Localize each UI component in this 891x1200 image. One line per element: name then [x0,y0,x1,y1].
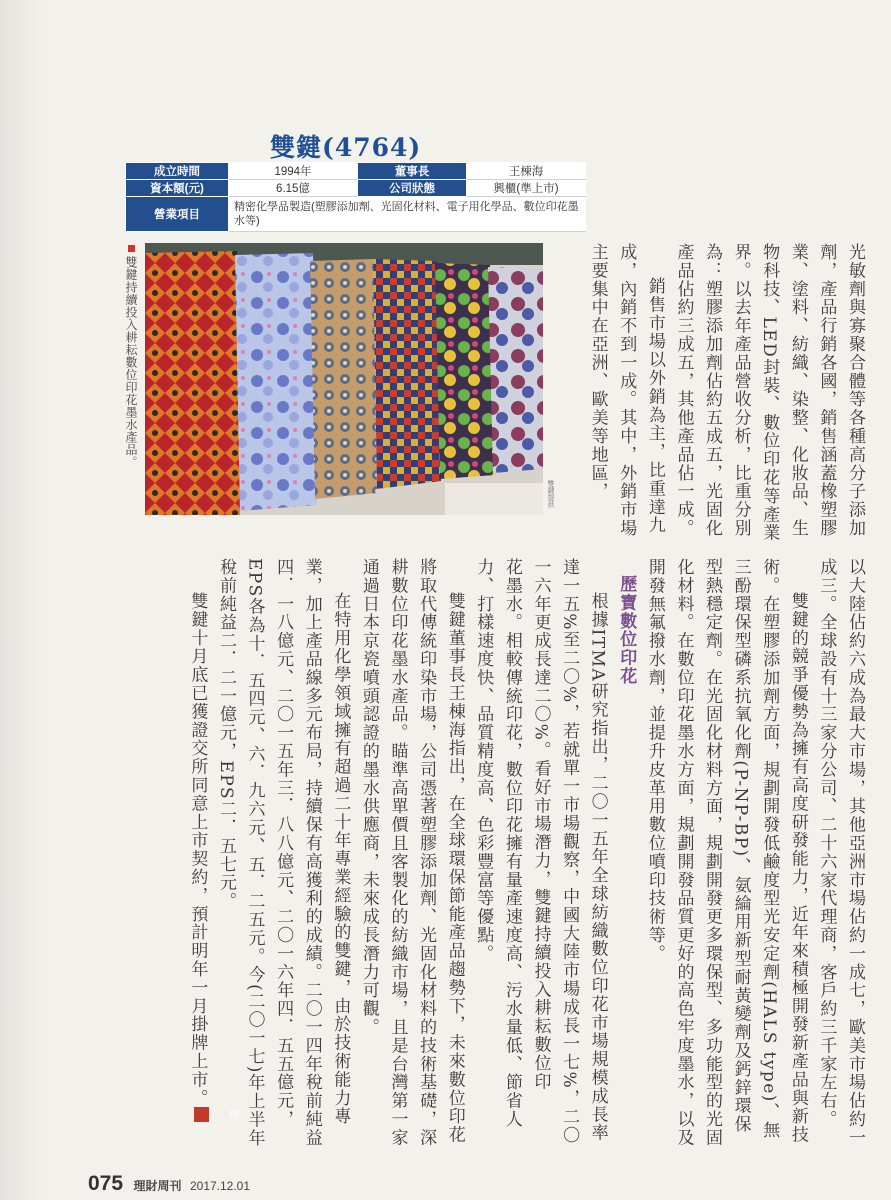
capital-label: 資本額(元) [126,180,229,197]
end-mark-icon: 理 [194,1107,209,1122]
status-label: 公司狀態 [358,180,467,197]
magazine-name: 理財周刊 [133,1179,182,1193]
article-paragraph: 雙鍵董事長王棟海指出，在全球環保節能產品趨勢下，未來數位印花將取代傳統印染市場，公司憑著塑膠添加劑、光固化材料的技術基礎，深耕數位印花墨水產品。瞄準高單價且客製化的紡織市場，且是台灣第一家通過日本京瓷噴頭認證的墨水供應商，未來成長潛力可觀。 [358,558,465,1147]
article-top-column [559,243,869,543]
info-row [126,197,586,232]
caption-marker [128,245,135,252]
page-number: 075 [88,1172,124,1195]
capital-value: 6.15億 [229,180,358,197]
info-row [126,163,586,180]
article-paragraph: 花墨水。相較傳統印花，數位印花擁有量產速度高、污水量低、節省人力、打樣速度快、品質精度高、色彩豐富等優點。 [473,558,522,1129]
article-paragraph [183,558,241,1150]
founded-label: 成立時間 [126,163,229,180]
company-info-table [125,162,586,232]
company-title: 雙鍵(4764) [270,133,422,162]
info-row [126,180,586,197]
founded-value: 1994年 [229,163,358,180]
article-paragraph: 光敏劑與寡聚合體等各種高分子添加劑，產品行銷各國，銷售涵蓋橡塑膠業、塗料、紡織、染整、化妝品、生物科技、LED封裝、數位印花等產業界。以去年產品營收分析，比重分別為：塑膠添加劑佔約五成五，光固化產品佔約三成五，其他產品佔一成。 [673,243,865,543]
fabric-photo [145,243,543,515]
article-paragraph: 在特用化學領域擁有超過二十年專業經驗的雙鍵，由於技術能力專業，加上產品線多元布局，持續保有高獲利的成績。二〇一四年稅前純益四．一八億元、二〇一五年三．八八億元、二〇一六年四．五五億元，EPS各為十．五四元、六．九六元、五．二五元。今(二〇一七)年上半年稅前純益二．二一億元，EPS二．五七元。 [215,558,351,1148]
photo-credit: 雙鍵提供 [547,480,554,508]
article-paragraph: 以大陸佔約六成為最大市場，其他亞洲市場佔約一成七，歐美市場佔約一成三。全球設有十三家分公司、二十六家代理商，客戶約三千家左右。 [816,558,865,1147]
photo-caption: 雙鍵持續投入耕耘數位印花墨水產品。 [124,256,138,469]
chairman-label: 董事長 [358,163,467,180]
status-value: 興櫃(準上市) [467,180,586,197]
business-label: 營業項目 [126,197,229,232]
section-title: 歷寶數位印花 [616,575,637,686]
page-footer [88,1172,250,1196]
article-bottom-column [119,558,869,1150]
closing-sentence: 雙鍵十月底已獲證交所同意上市契約，預計明年一月掛牌上市。 [187,592,208,1108]
page-gutter-shadow [0,0,46,1200]
article-paragraph: 根據ITMA研究指出，二〇一五年全球紡織數位印花市場規模成長率達一五%至二〇%，若就單一市場觀察，中國大陸市場成長一七%，二〇一六年更成長達二〇%。看好市場潛力，雙鍵持續投入耕耘數位印 [530,558,608,1145]
issue-date: 2017.12.01 [189,1179,251,1193]
article-paragraph: 雙鍵的競爭優勢為擁有高度研發能力，近年來積極開發新產品與新技術。在塑膠添加劑方面，規劃開發低鹼度型光安定劑(HALS type)、無三酚環保型磷系抗氧化劑(P-NP-BP)、氨綸用新型耐黃變劑及鈣鋅環保型熱穩定劑。在光固化材料方面，規劃開發更多環保型、多功能型的光固化材料。在數位印花墨水方面，規劃開發品質更好的高色牢度墨水，以及開發無氟撥水劑，並提升皮革用數位噴印技術等。 [644,558,808,1147]
business-value: 精密化學品製造(塑膠添加劑、光固化材料、電子用化學品、數位印花墨水等) [229,197,586,232]
article-paragraph: 銷售市場以外銷為主，比重達九成，內銷不到一成。其中，外銷市場主要集中在亞洲、歐美等地區， [587,243,665,538]
chairman-value: 王棟海 [467,163,586,180]
fabric-photo-illustration [145,243,543,515]
